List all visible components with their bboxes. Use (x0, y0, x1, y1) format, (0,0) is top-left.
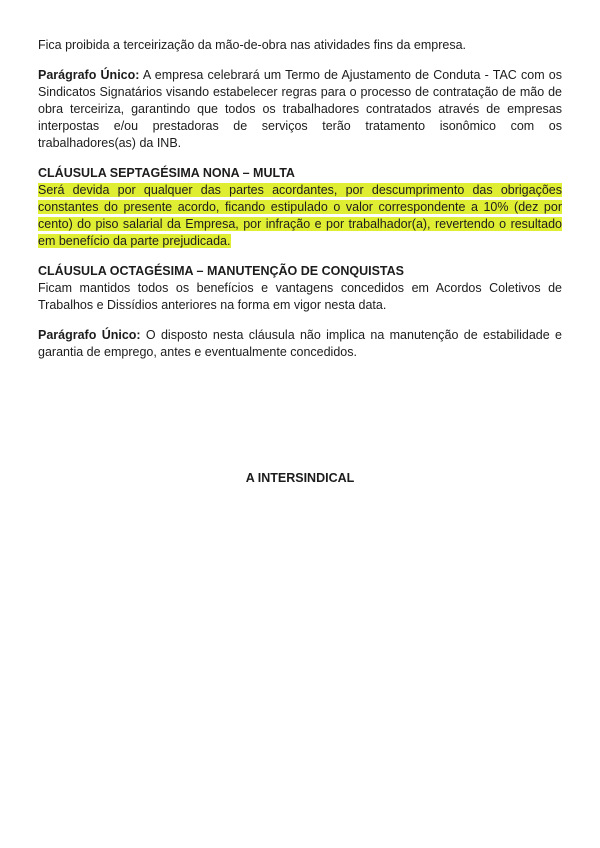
highlighted-text: Será devida por qualquer das partes acordantes, por descumprimento das obrigações constantes do presente acordo, ficando estipulado o valor correspondente a 10% (dez por cento) do piso salarial da Empresa, por infração e por trabalhador(a), revertendo o resultado em benefício da parte prejudicada. (38, 183, 562, 248)
paragraph-lead: Parágrafo Único: (38, 68, 140, 82)
paragraph-terceirizacao: Fica proibida a terceirização da mão-de-obra nas atividades fins da empresa. (38, 38, 467, 52)
paragraph-lead: Parágrafo Único: (38, 328, 141, 342)
clause-80-heading: CLÁUSULA OCTAGÉSIMA – MANUTENÇÃO DE CONQUISTAS (38, 264, 404, 278)
paragraph-unico-tac (38, 67, 562, 152)
paragraph-body: O disposto nesta cláusula não implica na manutenção de estabilidade e garantia de emprego, antes e eventualmente concedidos. (38, 328, 562, 359)
clause-79-paragraph (38, 182, 562, 250)
signature-line: A INTERSINDICAL (245, 471, 355, 485)
paragraph-body: A empresa celebrará um Termo de Ajustamento de Conduta - TAC com os Sindicatos Signatários visando estabelecer regras para o processo de contratação de mão de obra terceiriza, garantindo que todos os trabalhadores contratados através de empresas interpostas e/ou prestadoras de serviços terão tratamento isonômico com os trabalhadores(as) da INB. (38, 68, 562, 150)
clause-80-paragraph: Ficam mantidos todos os benefícios e vantagens concedidos em Acordos Coletivos de Trabalhos e Dissídios anteriores na forma em vigor nesta data. (38, 281, 562, 312)
paragraph-unico-estabilidade (38, 327, 562, 361)
clause-79-heading: CLÁUSULA SEPTAGÉSIMA NONA – MULTA (38, 166, 295, 180)
